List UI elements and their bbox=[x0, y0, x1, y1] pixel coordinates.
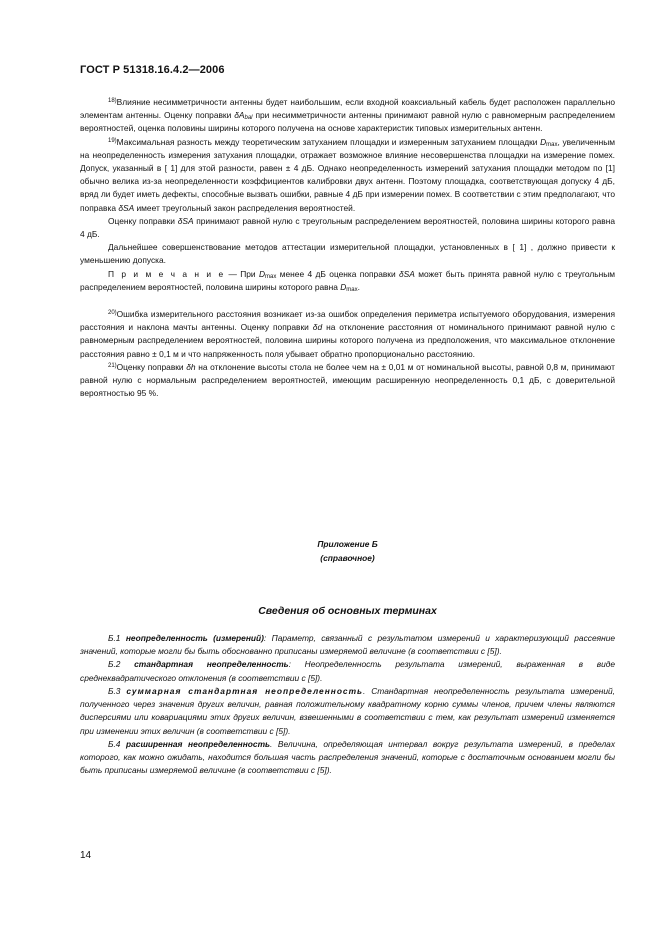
footnote-19: $^{19)}$Максимальная разность между теоретическим затуханием площадки и измеренным затуханием площадки $D_{max}$, увеличенным на неопределенность измерения затухания площадки, отражает возможное влияние несовершенства площадки на измерение помех. Допуск, указанный в [ 1] для этой разности, равен ± 4 дБ. Однако неопределенность измерений затухания площадки методом по [1] обычно велика из-за неопределенности коэффициентов калибровки двух антенн. Поэтому площадка, соответствующая допуску 4 дБ, вряд ли будет иметь дефекты, способные вызвать ошибки, равные 4 дБ при измерении помех. В соответствии с этим предполагают, что поправка δSA имеет треугольный закон распределения вероятностей. bbox=[80, 136, 615, 213]
paragraph-further-improvement: Дальнейшее совершенствование методов аттестации измерительной площадки, установленных в [ 1] , должно привести к уменьшению допуска. bbox=[80, 242, 615, 266]
page-number: 14 bbox=[80, 850, 92, 861]
page-content bbox=[80, 96, 615, 777]
term-b1: Б.1 неопределенность (измерений): Параметр, связанный с результатом измерений и характеризующий рассеяние значений, которые могли бы быть обоснованно приписаны измеряемой величине (в соответствии с [5]). bbox=[80, 633, 616, 657]
document-header: ГОСТ Р 51318.16.4.2—2006 bbox=[80, 64, 225, 76]
paragraph-sa-estimate: Оценку поправки δSA принимают равной нулю с треугольным распределением вероятностей, половина ширины которого равна 4 дБ. bbox=[80, 215, 615, 240]
appendix-title: Сведения об основных терминах bbox=[258, 604, 437, 617]
term-b3: Б.3 суммарная стандартная неопределенность. Стандартная неопределенность результата измерений, полученного через значения других величин, равная положительному квадратному корню суммы членов, причем члены являются дисперсиями или ковариациями этих других величин, взвешенными в соответствии с тем, как результат измерений изменяется при изменении этих величин (в соответствии с [5]). bbox=[80, 685, 616, 736]
term-b2: Б.2 стандартная неопределенность: Неопределенность результата измерений, выраженная в виде среднеквадратического отклонения (в соответствии с [5]). bbox=[80, 659, 616, 683]
footnote-20: $^{20)}$Ошибка измерительного расстояния возникает из-за ошибок определения периметра испытуемого оборудования, измерения расстояния и наклона мачты антенны. Оценку поправки δd на отклонение расстояния от номинального принимают равной нулю с равномерным распределением вероятностей, половина ширины которого получена из предположения, что максимальное отклонение расстояния равно ± 0,1 м и что напряженность поля убывает обратно пропорционально расстоянию. bbox=[80, 309, 615, 359]
note-paragraph: П р и м е ч а н и е — При $D_{max}$ менее 4 дБ оценка поправки δSA может быть принята равной нулю с треугольным распределением вероятностей, половина ширины которого равна $D_{max}$. bbox=[80, 268, 615, 293]
term-b4: Б.4 расширенная неопределенность. Величина, определяющая интервал вокруг результата измерений, в пределах которого, как можно ожидать, находится большая часть распределения значений, которые с достаточным основанием могли бы быть приписаны измеряемой величине (в соответствии с [5]). bbox=[80, 738, 616, 776]
footnote-21: $^{21)}$Оценку поправки δh на отклонение высоты стола не более чем на ± 0,01 м от номинальной высоты, равной 0,8 м, принимают равной нулю с нормальным распределением вероятностей, имеющим расширенную неопределенность 0,1 дБ, с доверительной вероятностью 95 %. bbox=[80, 361, 615, 399]
appendix-label: Приложение Б bbox=[317, 539, 378, 550]
appendix-kind: (справочное) bbox=[320, 552, 375, 563]
footnote-18: $^{18)}$Влияние несимметричности антенны будет наибольшим, если входной коаксиальный кабель будет расположен параллельно элементам антенны. Оценку поправки $\delta A_{bal}$ при несимметричности антенны принимают равной нулю с равномерным распределением вероятностей, оценка половины ширины которого получена на основе характеристик типовых измерительных антенн. bbox=[80, 97, 615, 134]
